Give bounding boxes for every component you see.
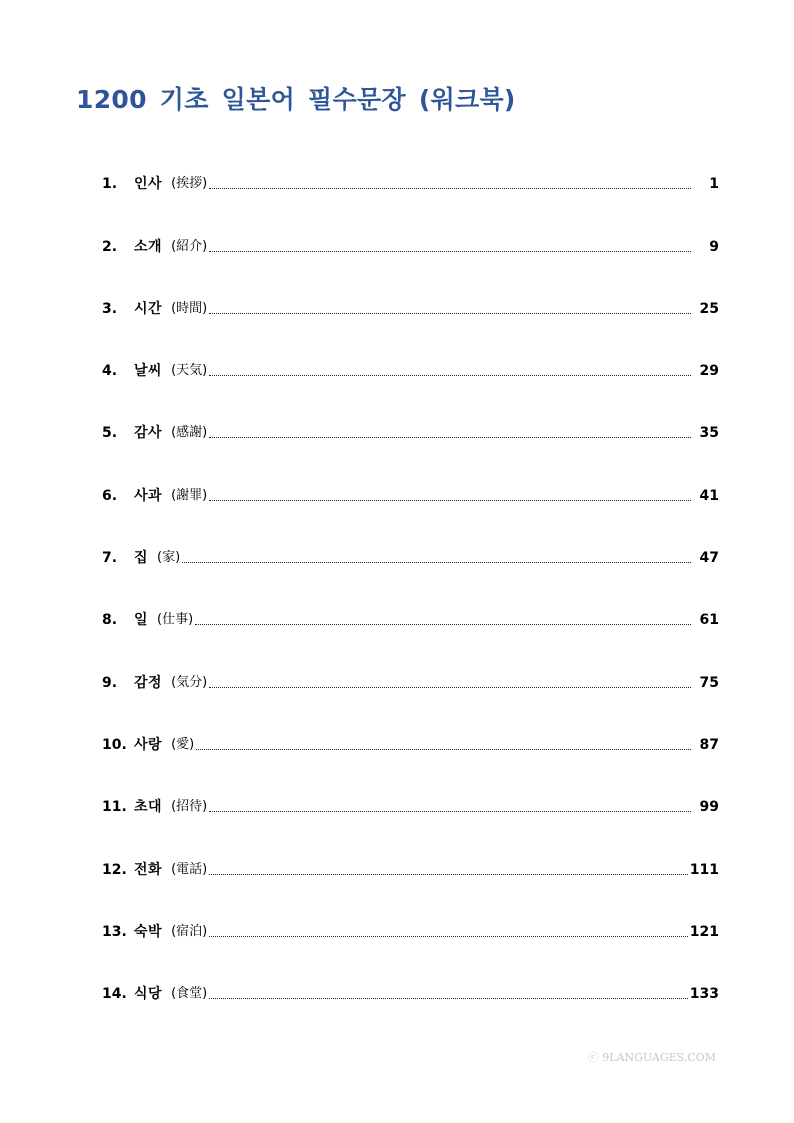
toc-entry-japanese-title: (謝罪) bbox=[171, 487, 208, 503]
toc-entry-korean-title: 식당 bbox=[134, 986, 163, 1003]
toc-entry-number: 2. bbox=[102, 238, 118, 255]
copyright-footer: ⓒ 9LANGUAGES.COM bbox=[587, 1051, 716, 1064]
toc-entry-japanese-title: (仕事) bbox=[157, 612, 194, 628]
toc-entry-page: 87 bbox=[699, 736, 719, 753]
dot-leader bbox=[196, 748, 691, 750]
toc-entry[interactable] bbox=[102, 588, 719, 650]
dot-leader bbox=[209, 374, 691, 376]
toc-entry-number: 7. bbox=[102, 550, 118, 567]
toc-entry-japanese-title: (電話) bbox=[171, 861, 208, 877]
toc-entry-korean-title: 일 bbox=[134, 612, 149, 629]
toc-entry-japanese-title: (家) bbox=[157, 550, 181, 566]
toc-entry-number: 12. bbox=[102, 861, 127, 878]
dot-leader bbox=[209, 935, 688, 937]
toc-entry[interactable] bbox=[102, 962, 719, 1024]
document-title: 1200 기초 일본어 필수문장 (워크북) bbox=[76, 85, 516, 114]
toc-entry-japanese-title: (食堂) bbox=[171, 986, 208, 1002]
dot-leader bbox=[209, 873, 688, 875]
toc-entry-page: 111 bbox=[689, 861, 719, 878]
toc-entry-page: 25 bbox=[699, 300, 719, 317]
toc-entry-page: 9 bbox=[709, 238, 719, 255]
toc-entry-page: 47 bbox=[699, 550, 719, 567]
dot-leader bbox=[209, 997, 688, 999]
toc-entry-page: 121 bbox=[689, 923, 719, 940]
toc-entry[interactable] bbox=[102, 837, 719, 899]
dot-leader bbox=[209, 810, 691, 812]
dot-leader bbox=[195, 623, 691, 625]
toc-entry-japanese-title: (愛) bbox=[171, 736, 195, 752]
toc-entry-japanese-title: (招待) bbox=[171, 799, 208, 815]
dot-leader bbox=[209, 686, 691, 688]
toc-entry[interactable] bbox=[102, 339, 719, 401]
toc-entry-korean-title: 집 bbox=[134, 550, 149, 567]
toc-entry-number: 10. bbox=[102, 736, 127, 753]
dot-leader bbox=[209, 250, 691, 252]
toc-entry[interactable] bbox=[102, 650, 719, 712]
toc-entry-page: 133 bbox=[689, 986, 719, 1003]
toc-entry-korean-title: 인사 bbox=[134, 176, 163, 193]
toc-entry[interactable] bbox=[102, 900, 719, 962]
toc-entry-japanese-title: (紹介) bbox=[171, 238, 208, 254]
toc-entry-number: 11. bbox=[102, 799, 127, 816]
toc-entry-number: 13. bbox=[102, 923, 127, 940]
dot-leader bbox=[182, 561, 691, 563]
dot-leader bbox=[209, 187, 691, 189]
toc-entry-number: 8. bbox=[102, 612, 118, 629]
toc-entry-korean-title: 사랑 bbox=[134, 736, 163, 753]
dot-leader bbox=[209, 499, 691, 501]
toc-entry-korean-title: 날씨 bbox=[134, 363, 163, 380]
toc-entry-page: 1 bbox=[709, 176, 719, 193]
toc-entry[interactable] bbox=[102, 463, 719, 525]
toc-entry[interactable] bbox=[102, 214, 719, 276]
toc-entry-number: 5. bbox=[102, 425, 118, 442]
toc-entry-page: 61 bbox=[699, 612, 719, 629]
toc-entry-japanese-title: (時間) bbox=[171, 300, 208, 316]
dot-leader bbox=[209, 436, 691, 438]
toc-entry-number: 4. bbox=[102, 363, 118, 380]
toc-entry-korean-title: 사과 bbox=[134, 487, 163, 504]
toc-entry-page: 99 bbox=[699, 799, 719, 816]
toc-entry-page: 35 bbox=[699, 425, 719, 442]
toc-entry-number: 3. bbox=[102, 300, 118, 317]
toc-entry-number: 6. bbox=[102, 487, 118, 504]
toc-entry-japanese-title: (挨拶) bbox=[171, 176, 208, 192]
table-of-contents bbox=[102, 152, 719, 1024]
toc-entry[interactable] bbox=[102, 152, 719, 214]
toc-entry-japanese-title: (感謝) bbox=[171, 425, 208, 441]
toc-entry-page: 29 bbox=[699, 363, 719, 380]
toc-entry-japanese-title: (天気) bbox=[171, 363, 208, 379]
toc-entry-japanese-title: (宿泊) bbox=[171, 923, 208, 939]
toc-entry-number: 9. bbox=[102, 674, 118, 691]
dot-leader bbox=[209, 312, 691, 314]
toc-entry-korean-title: 전화 bbox=[134, 861, 163, 878]
toc-entry[interactable] bbox=[102, 775, 719, 837]
toc-entry-japanese-title: (気分) bbox=[171, 674, 208, 690]
toc-entry[interactable] bbox=[102, 401, 719, 463]
toc-entry-korean-title: 감정 bbox=[134, 674, 163, 691]
toc-entry-korean-title: 초대 bbox=[134, 799, 163, 816]
toc-entry-korean-title: 시간 bbox=[134, 300, 163, 317]
toc-entry-page: 41 bbox=[699, 487, 719, 504]
toc-entry-number: 14. bbox=[102, 986, 127, 1003]
toc-entry-korean-title: 감사 bbox=[134, 425, 163, 442]
toc-entry[interactable] bbox=[102, 713, 719, 775]
toc-entry-page: 75 bbox=[699, 674, 719, 691]
toc-entry[interactable] bbox=[102, 277, 719, 339]
toc-entry-korean-title: 숙박 bbox=[134, 923, 163, 940]
toc-entry-korean-title: 소개 bbox=[134, 238, 163, 255]
toc-entry[interactable] bbox=[102, 526, 719, 588]
toc-entry-number: 1. bbox=[102, 176, 118, 193]
